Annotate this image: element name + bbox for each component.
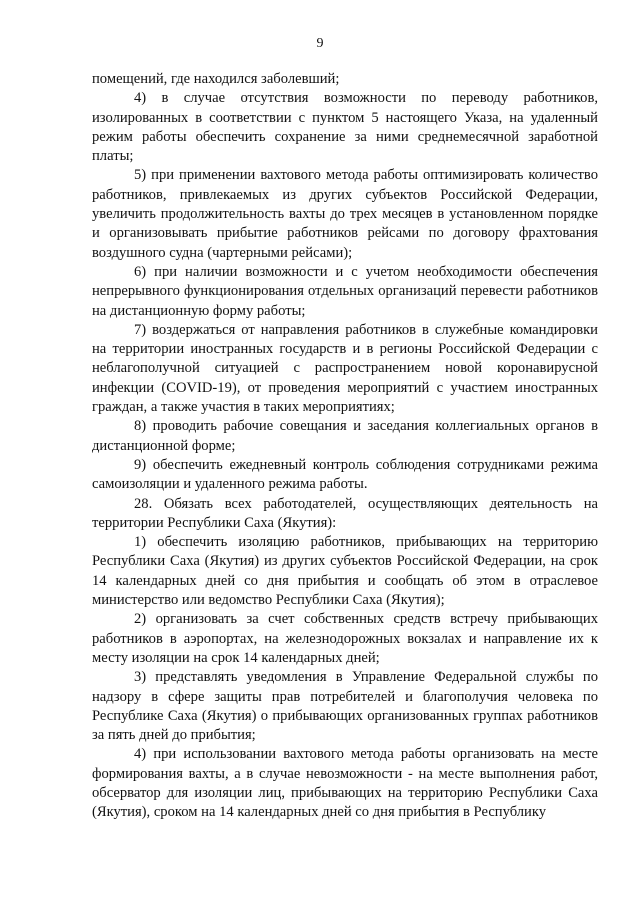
paragraph-clause-28: 28. Обязать всех работодателей, осуществляющих деятельность на территории Республики Саха (Якутия): xyxy=(92,495,598,531)
paragraph-clause-28-item-3: 3) представлять уведомления в Управление Федеральной службы по надзору в сфере защиты прав потребителей и благополучия человека по Республике Саха (Якутия) о прибывающих организованных группах работников за пять дней до прибытия; xyxy=(92,669,598,744)
document-body xyxy=(92,70,598,823)
paragraph-item-8: 8) проводить рабочие совещания и заседания коллегиальных органов в дистанционной форме; xyxy=(92,418,598,454)
paragraph-continuation: помещений, где находился заболевший; xyxy=(92,71,340,87)
paragraph-item-7: 7) воздержаться от направления работников в служебные командировки на территории иностранных государств и в регионы Российской Федерации с неблагополучной ситуацией с распространением новой коронавирусной инфекции (COVID-19), от проведения мероприятий с участием иностранных граждан, а также участия в таких мероприятиях; xyxy=(92,321,598,416)
paragraph-clause-28-item-4: 4) при использовании вахтового метода работы организовать на месте формирования вахты, а в случае невозможности - на месте выполнения работ, обсерватор для изоляции лиц, прибывающих на территорию Республики Саха (Якутия), сроком на 14 календарных дней со дня прибытия в Республику xyxy=(92,746,598,821)
paragraph-clause-28-item-1: 1) обеспечить изоляцию работников, прибывающих на территорию Республики Саха (Якутия) из других субъектов Российской Федерации, на срок 14 календарных дней со дня прибытия и сообщать об этом в отраслевое министерство или ведомство Республики Саха (Якутия); xyxy=(92,534,598,609)
paragraph-item-5: 5) при применении вахтового метода работы оптимизировать количество работников, привлекаемых из других субъектов Российской Федерации, увеличить продолжительность вахты до трех месяцев в установленном порядке и организовывать прибытие работников рейсами по договору фрахтования воздушного судна (чартерными рейсами); xyxy=(92,167,598,261)
paragraph-item-6: 6) при наличии возможности и с учетом необходимости обеспечения непрерывного функционирования отдельных организаций перевести работников на дистанционную форму работы; xyxy=(92,263,598,319)
paragraph-item-4: 4) в случае отсутствия возможности по переводу работников, изолированных в соответствии с пунктом 5 настоящего Указа, на удаленный режим работы обеспечить сохранение за ними среднемесячной заработной платы; xyxy=(92,90,598,165)
paragraph-item-9: 9) обеспечить ежедневный контроль соблюдения сотрудниками режима самоизоляции и удаленного режима работы. xyxy=(92,456,598,493)
paragraph-clause-28-item-2: 2) организовать за счет собственных средств встречу прибывающих работников в аэропортах, на железнодорожных вокзалах и направление их к месту изоляции на срок 14 календарных дней; xyxy=(92,611,598,666)
page-number: 9 xyxy=(316,36,324,51)
